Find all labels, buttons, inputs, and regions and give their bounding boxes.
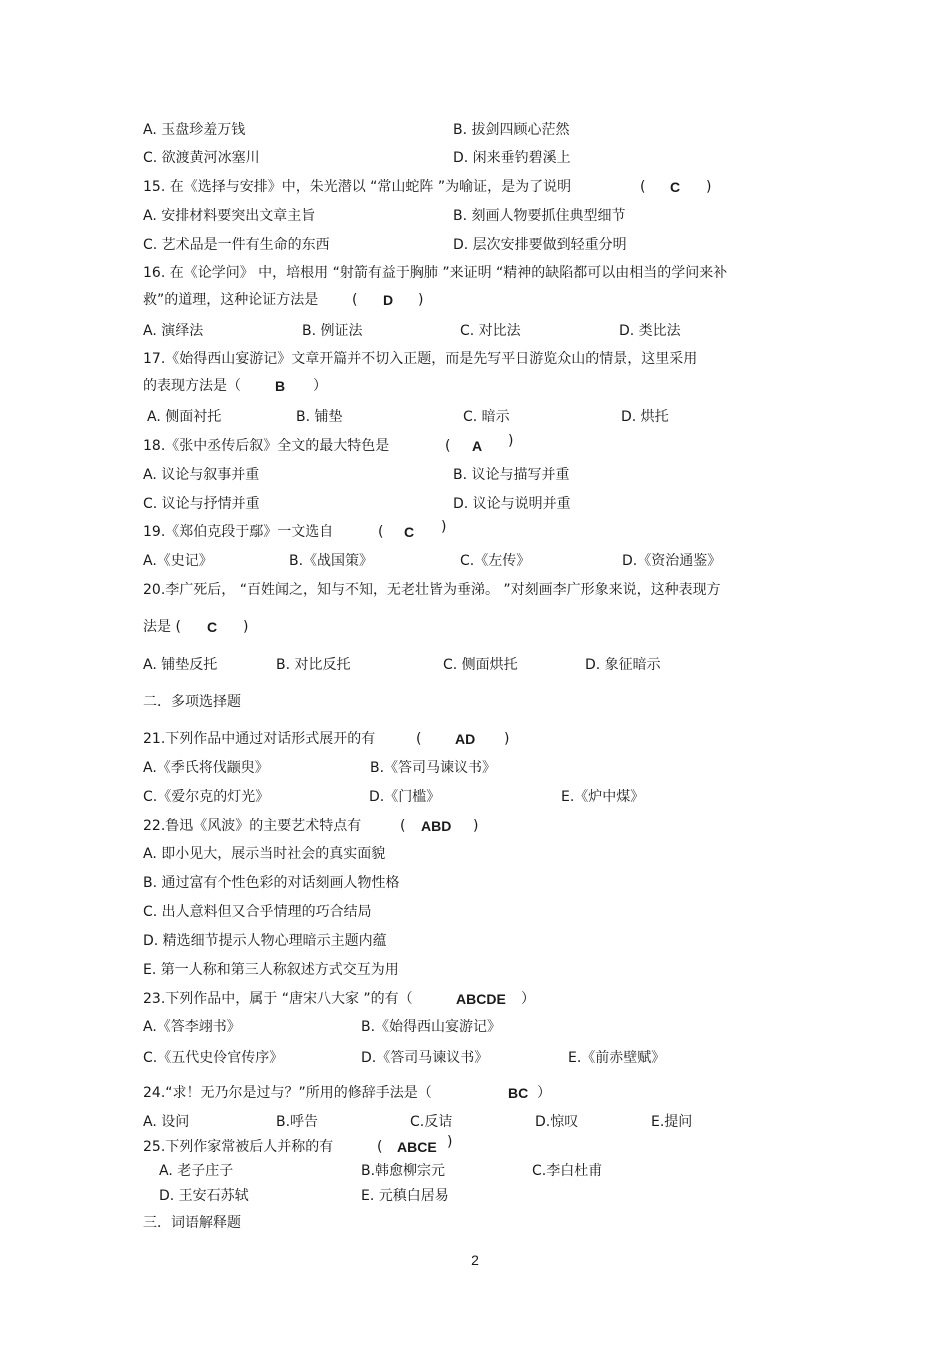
option-b: B.《战国策》 — [289, 553, 374, 569]
option-b: B.呼告 — [276, 1114, 319, 1130]
question-stem: 21.下列作品中通过对话形式展开的有 — [143, 731, 376, 747]
answer-bracket-close: ) — [447, 1134, 453, 1150]
option-a: A. 安排材料要突出文章主旨 — [143, 208, 316, 224]
answer-bracket-close: ） — [537, 1085, 551, 1101]
answer-key: C — [670, 179, 681, 195]
answer-bracket-open: ( — [416, 731, 422, 747]
option-a: A. 侧面衬托 — [147, 409, 222, 425]
option-d: D. 精选细节提示人物心理暗示主题内蕴 — [143, 933, 387, 949]
option-b: B.韩愈柳宗元 — [361, 1163, 446, 1179]
answer-bracket-close: ） — [521, 991, 535, 1007]
option-d: D. 类比法 — [619, 323, 681, 339]
option-b: B. 刻画人物要抓住典型细节 — [453, 208, 626, 224]
option-e: E.《炉中煤》 — [561, 789, 645, 805]
option-b: B. 对比反托 — [276, 657, 351, 673]
option-e: E. 元稹白居易 — [361, 1188, 449, 1204]
question-stem: 18.《张中丞传后叙》全文的最大特色是 — [143, 438, 390, 454]
question-stem: 16. 在《论学问》 中，培根用 “射箭有益于胸肺 ”来证明 “精神的缺陷都可以由相当的学问来补 — [143, 265, 728, 281]
question-stem-cont: 的表现方法是（ — [143, 378, 241, 394]
option-e: E.《前赤壁赋》 — [568, 1050, 666, 1066]
question-stem: 25.下列作家常被后人并称的有 — [143, 1139, 334, 1155]
option-b: B.《始得西山宴游记》 — [361, 1019, 502, 1035]
option-a: A.《答李翊书》 — [143, 1019, 241, 1035]
option-b: B. 议论与描写并重 — [453, 467, 570, 483]
option-b: B. 通过富有个性色彩的对话刻画人物性格 — [143, 875, 400, 891]
answer-key: C — [207, 619, 218, 635]
answer-bracket-close: ) — [418, 292, 424, 308]
option-d: D. 烘托 — [621, 409, 669, 425]
option-c: C. 暗示 — [463, 409, 510, 425]
answer-key: AD — [455, 731, 476, 747]
answer-key: B — [275, 378, 286, 394]
option-c: C. 艺术品是一件有生命的东西 — [143, 237, 330, 253]
option-a: A. 老子庄子 — [159, 1163, 234, 1179]
section-heading: 二．多项选择题 — [143, 694, 241, 710]
answer-bracket-open: ( — [640, 179, 646, 195]
option-a: A. 即小见大，展示当时社会的真实面貌 — [143, 846, 386, 862]
answer-bracket-close: ) — [441, 519, 447, 535]
answer-bracket-open: ( — [378, 524, 384, 540]
option-c: C.反诘 — [410, 1114, 453, 1130]
answer-key: A — [472, 438, 483, 454]
option-d: D. 象征暗示 — [585, 657, 661, 673]
question-stem: 20.李广死后， “百姓闻之，知与不知，无老壮皆为垂涕。 ”对刻画李广形象来说，这种表现方 — [143, 582, 721, 598]
answer-bracket-close: ) — [473, 818, 479, 834]
answer-bracket-open: ( — [377, 1139, 383, 1155]
answer-key: C — [404, 524, 415, 540]
question-stem: 23.下列作品中，属于 “唐宋八大家 ”的有（ — [143, 991, 413, 1007]
option-c: C. 对比法 — [460, 323, 521, 339]
option-d: D.《答司马谏议书》 — [361, 1050, 489, 1066]
option-b: B. 拔剑四顾心茫然 — [453, 122, 570, 138]
answer-key: ABCDE — [456, 991, 506, 1007]
option-c: C. 侧面烘托 — [443, 657, 518, 673]
option-a: A. 玉盘珍羞万钱 — [143, 122, 246, 138]
option-a: A.《季氏将伐颛臾》 — [143, 760, 269, 776]
answer-bracket-open: ( — [352, 292, 358, 308]
option-d: D.《资治通鉴》 — [622, 553, 722, 569]
answer-bracket-close: ) — [243, 619, 249, 635]
option-e: E. 第一人称和第三人称叙述方式交互为用 — [143, 962, 399, 978]
option-c: C.《左传》 — [460, 553, 531, 569]
option-c: C.《爱尔克的灯光》 — [143, 789, 270, 805]
option-d: D. 层次安排要做到轻重分明 — [453, 237, 627, 253]
answer-bracket-close: ） — [313, 378, 327, 394]
answer-key: D — [383, 292, 394, 308]
answer-key: ABD — [421, 818, 452, 834]
option-b: B. 例证法 — [302, 323, 363, 339]
question-stem: 17.《始得西山宴游记》文章开篇并不切入正题，而是先写平日游览众山的情景，这里采用 — [143, 351, 698, 367]
question-stem: 15. 在《选择与安排》中，朱光潜以 “常山蛇阵 ”为喻证，是为了说明 — [143, 179, 572, 195]
option-d: D. 王安石苏轼 — [159, 1188, 249, 1204]
question-stem-cont: 法是 ( — [143, 619, 181, 635]
section-heading: 三．词语解释题 — [143, 1215, 241, 1231]
option-b: B.《答司马谏议书》 — [370, 760, 497, 776]
question-stem: 19.《郑伯克段于鄢》一文选自 — [143, 524, 334, 540]
option-c: C. 出人意料但又合乎情理的巧合结局 — [143, 904, 372, 920]
option-c: C. 欲渡黄河冰塞川 — [143, 150, 260, 166]
answer-bracket-close: ) — [706, 179, 712, 195]
option-a: A. 设问 — [143, 1114, 190, 1130]
option-d: D. 闲来垂钓碧溪上 — [453, 150, 571, 166]
option-d: D.《门槛》 — [369, 789, 441, 805]
option-a: A. 议论与叙事并重 — [143, 467, 260, 483]
option-b: B. 铺垫 — [296, 409, 343, 425]
option-e: E.提问 — [651, 1114, 693, 1130]
option-a: A.《史记》 — [143, 553, 213, 569]
answer-bracket-open: ( — [445, 438, 451, 454]
question-stem: 24.“求！无乃尔是过与？”所用的修辞手法是（ — [143, 1085, 432, 1101]
page-number: 2 — [471, 1252, 479, 1268]
question-stem-cont: 救”的道理，这种论证方法是 — [143, 292, 319, 308]
answer-bracket-close: ) — [504, 731, 510, 747]
answer-key: BC — [508, 1085, 529, 1101]
option-c: C.李白杜甫 — [532, 1163, 603, 1179]
option-c: C.《五代史伶官传序》 — [143, 1050, 284, 1066]
answer-bracket-open: ( — [400, 818, 406, 834]
option-a: A. 演绎法 — [143, 323, 204, 339]
answer-bracket-close: ) — [508, 433, 514, 449]
answer-key: ABCE — [397, 1139, 437, 1155]
option-a: A. 铺垫反托 — [143, 657, 218, 673]
question-stem: 22.鲁迅《风波》的主要艺术特点有 — [143, 818, 362, 834]
option-d: D. 议论与说明并重 — [453, 496, 571, 512]
option-d: D.惊叹 — [535, 1114, 579, 1130]
option-c: C. 议论与抒情并重 — [143, 496, 260, 512]
